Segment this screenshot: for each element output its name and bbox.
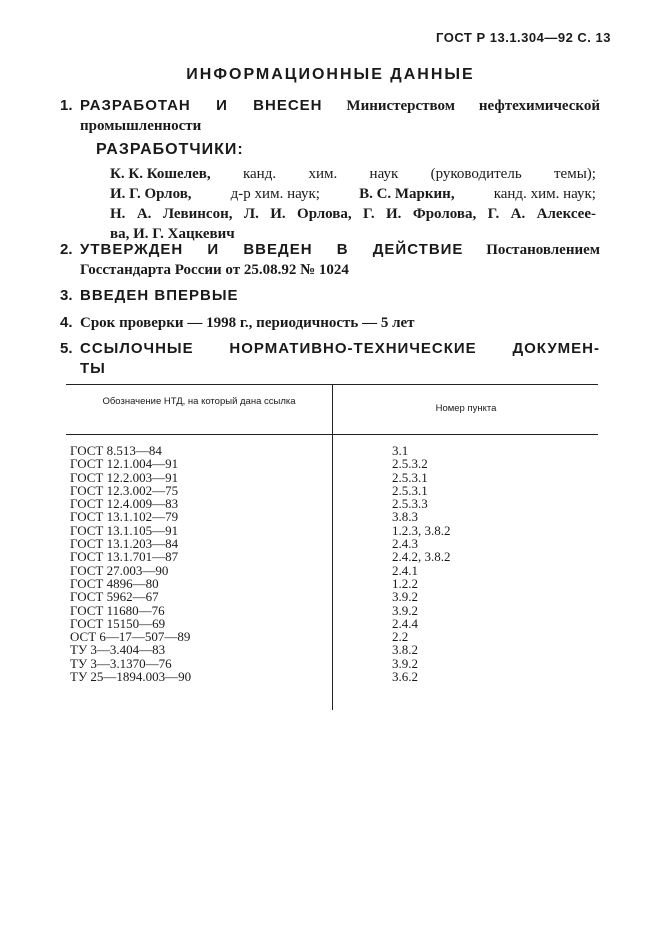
- table-cell-document: ГОСТ 13.1.105—91: [70, 522, 179, 538]
- table-cell-document: ГОСТ 12.1.004—91: [70, 456, 179, 472]
- table-column-divider: [332, 384, 333, 710]
- developer-name: В. С. Маркин,: [359, 186, 455, 202]
- page-title: ИНФОРМАЦИОННЫЕ ДАННЫЕ: [186, 66, 475, 83]
- table-cell-clause: 3.9.2: [392, 655, 418, 671]
- table-cell-document: ГОСТ 27.003—90: [70, 562, 169, 578]
- developer-name: И. Г. Орлов,: [110, 186, 192, 202]
- table-cell-document: ГОСТ 12.4.009—83: [70, 496, 179, 512]
- item-text-rest: Госстандарта России от 25.08.92 № 1024: [80, 262, 349, 278]
- developer-text: темы);: [554, 166, 596, 182]
- item-approved: [60, 240, 600, 280]
- table-cell-clause: 2.5.3.1: [392, 469, 428, 485]
- item-number: 4.: [60, 314, 73, 331]
- table-cell-clause: 3.6.2: [392, 669, 418, 685]
- table-cell-clause: 3.9.2: [392, 589, 418, 605]
- page-header: ГОСТ Р 13.1.304—92 С. 13: [436, 30, 611, 45]
- table-cell-clause: 2.5.3.3: [392, 496, 428, 512]
- developers-line-4: ва, И. Г. Хацкевич: [110, 226, 235, 242]
- table-cell-document: ГОСТ 4896—80: [70, 575, 159, 591]
- item-heading: УТВЕРЖДЕН И ВВЕДЕН В ДЕЙСТВИЕ: [80, 241, 464, 258]
- item-references: [60, 339, 600, 379]
- item-heading-cont: ТЫ: [80, 360, 106, 377]
- item-heading: ВВЕДЕН ВПЕРВЫЕ: [80, 287, 239, 304]
- item-number: 3.: [60, 287, 73, 304]
- table-cell-clause: 3.9.2: [392, 602, 418, 618]
- table-header-clause: Номер пункта: [435, 403, 497, 414]
- table-cell-document: ГОСТ 5962—67: [70, 589, 159, 605]
- table-cell-clause: 2.4.3: [392, 536, 418, 552]
- table-cell-document: ГОСТ 12.2.003—91: [70, 469, 179, 485]
- developer-text: д-р хим. наук;: [230, 186, 320, 202]
- item-number: 5.: [60, 340, 73, 357]
- item-line: [80, 96, 600, 116]
- table-cell-clause: 3.8.2: [392, 642, 418, 658]
- developers-label: РАЗРАБОТЧИКИ:: [96, 141, 244, 158]
- developer-text: канд.: [242, 166, 277, 182]
- item-review-period: [60, 313, 600, 333]
- item-text: Постановлением: [486, 242, 600, 258]
- table-cell-document: ТУ 25—1894.003—90: [70, 669, 192, 685]
- item-number: 1.: [60, 97, 73, 114]
- table-cell-document: ГОСТ 15150—69: [70, 615, 166, 631]
- table-cell-clause: 2.5.3.1: [392, 482, 428, 498]
- developer-text: канд. хим. наук;: [493, 186, 596, 202]
- table-cell-document: ТУ 3—3.404—83: [70, 642, 166, 658]
- table-cell-document: ГОСТ 11680—76: [70, 602, 165, 618]
- table-cell-document: ГОСТ 8.513—84: [70, 443, 162, 458]
- item-text: Срок проверки — 1998 г., периодичность — 5 лет: [80, 315, 415, 331]
- developer-name: К. К. Кошелев,: [110, 166, 211, 182]
- table-cell-document: ГОСТ 12.3.002—75: [70, 482, 179, 498]
- table-cell-document: ГОСТ 13.1.701—87: [70, 549, 179, 565]
- table-cell-clause: 3.8.3: [392, 509, 418, 525]
- item-developed-by: [60, 96, 600, 136]
- item-heading: ССЫЛОЧНЫЕ НОРМАТИВНО-ТЕХНИЧЕСКИЕ ДОКУМЕН-: [80, 340, 600, 357]
- table-cell-document: ТУ 3—3.1370—76: [70, 655, 172, 671]
- developers-line-2: [110, 184, 596, 204]
- table-cell-clause: 1.2.3, 3.8.2: [392, 522, 451, 538]
- table-cell-clause: 2.2: [392, 629, 409, 645]
- table-cell-document: ОСТ 6—17—507—89: [70, 629, 191, 645]
- item-text: Министерством нефтехимической: [346, 98, 600, 114]
- table-header-document: Обозначение НТД, на который дана ссылка: [102, 396, 296, 407]
- table-cell-clause: 2.4.2, 3.8.2: [392, 549, 451, 565]
- item-number: 2.: [60, 241, 73, 258]
- developers-line-3: Н. А. Левинсон, Л. И. Орлова, Г. И. Фролова, Г. А. Алексее-: [110, 206, 596, 222]
- table-cell-clause: 2.4.1: [392, 562, 418, 578]
- developers-list: [110, 164, 596, 244]
- table-cell-document: ГОСТ 13.1.203—84: [70, 536, 179, 552]
- developer-text: наук: [369, 166, 399, 182]
- table-cell-clause: 2.4.4: [392, 615, 418, 631]
- developer-text: хим.: [308, 166, 338, 182]
- table-cell-document: ГОСТ 13.1.102—79: [70, 509, 179, 525]
- table-cell-clause: 1.2.2: [392, 575, 418, 591]
- developers-line-1: [110, 164, 596, 184]
- references-table: [66, 384, 598, 714]
- table-cell-clause: 2.5.3.2: [392, 456, 428, 472]
- item-text-rest: промышленности: [80, 118, 202, 134]
- table-cell-clause: 3.1: [392, 443, 409, 458]
- item-first-introduced: [60, 286, 600, 306]
- item-heading: РАЗРАБОТАН И ВНЕСЕН: [80, 97, 323, 114]
- developer-text: (руководитель: [430, 166, 522, 182]
- item-line: [80, 240, 600, 260]
